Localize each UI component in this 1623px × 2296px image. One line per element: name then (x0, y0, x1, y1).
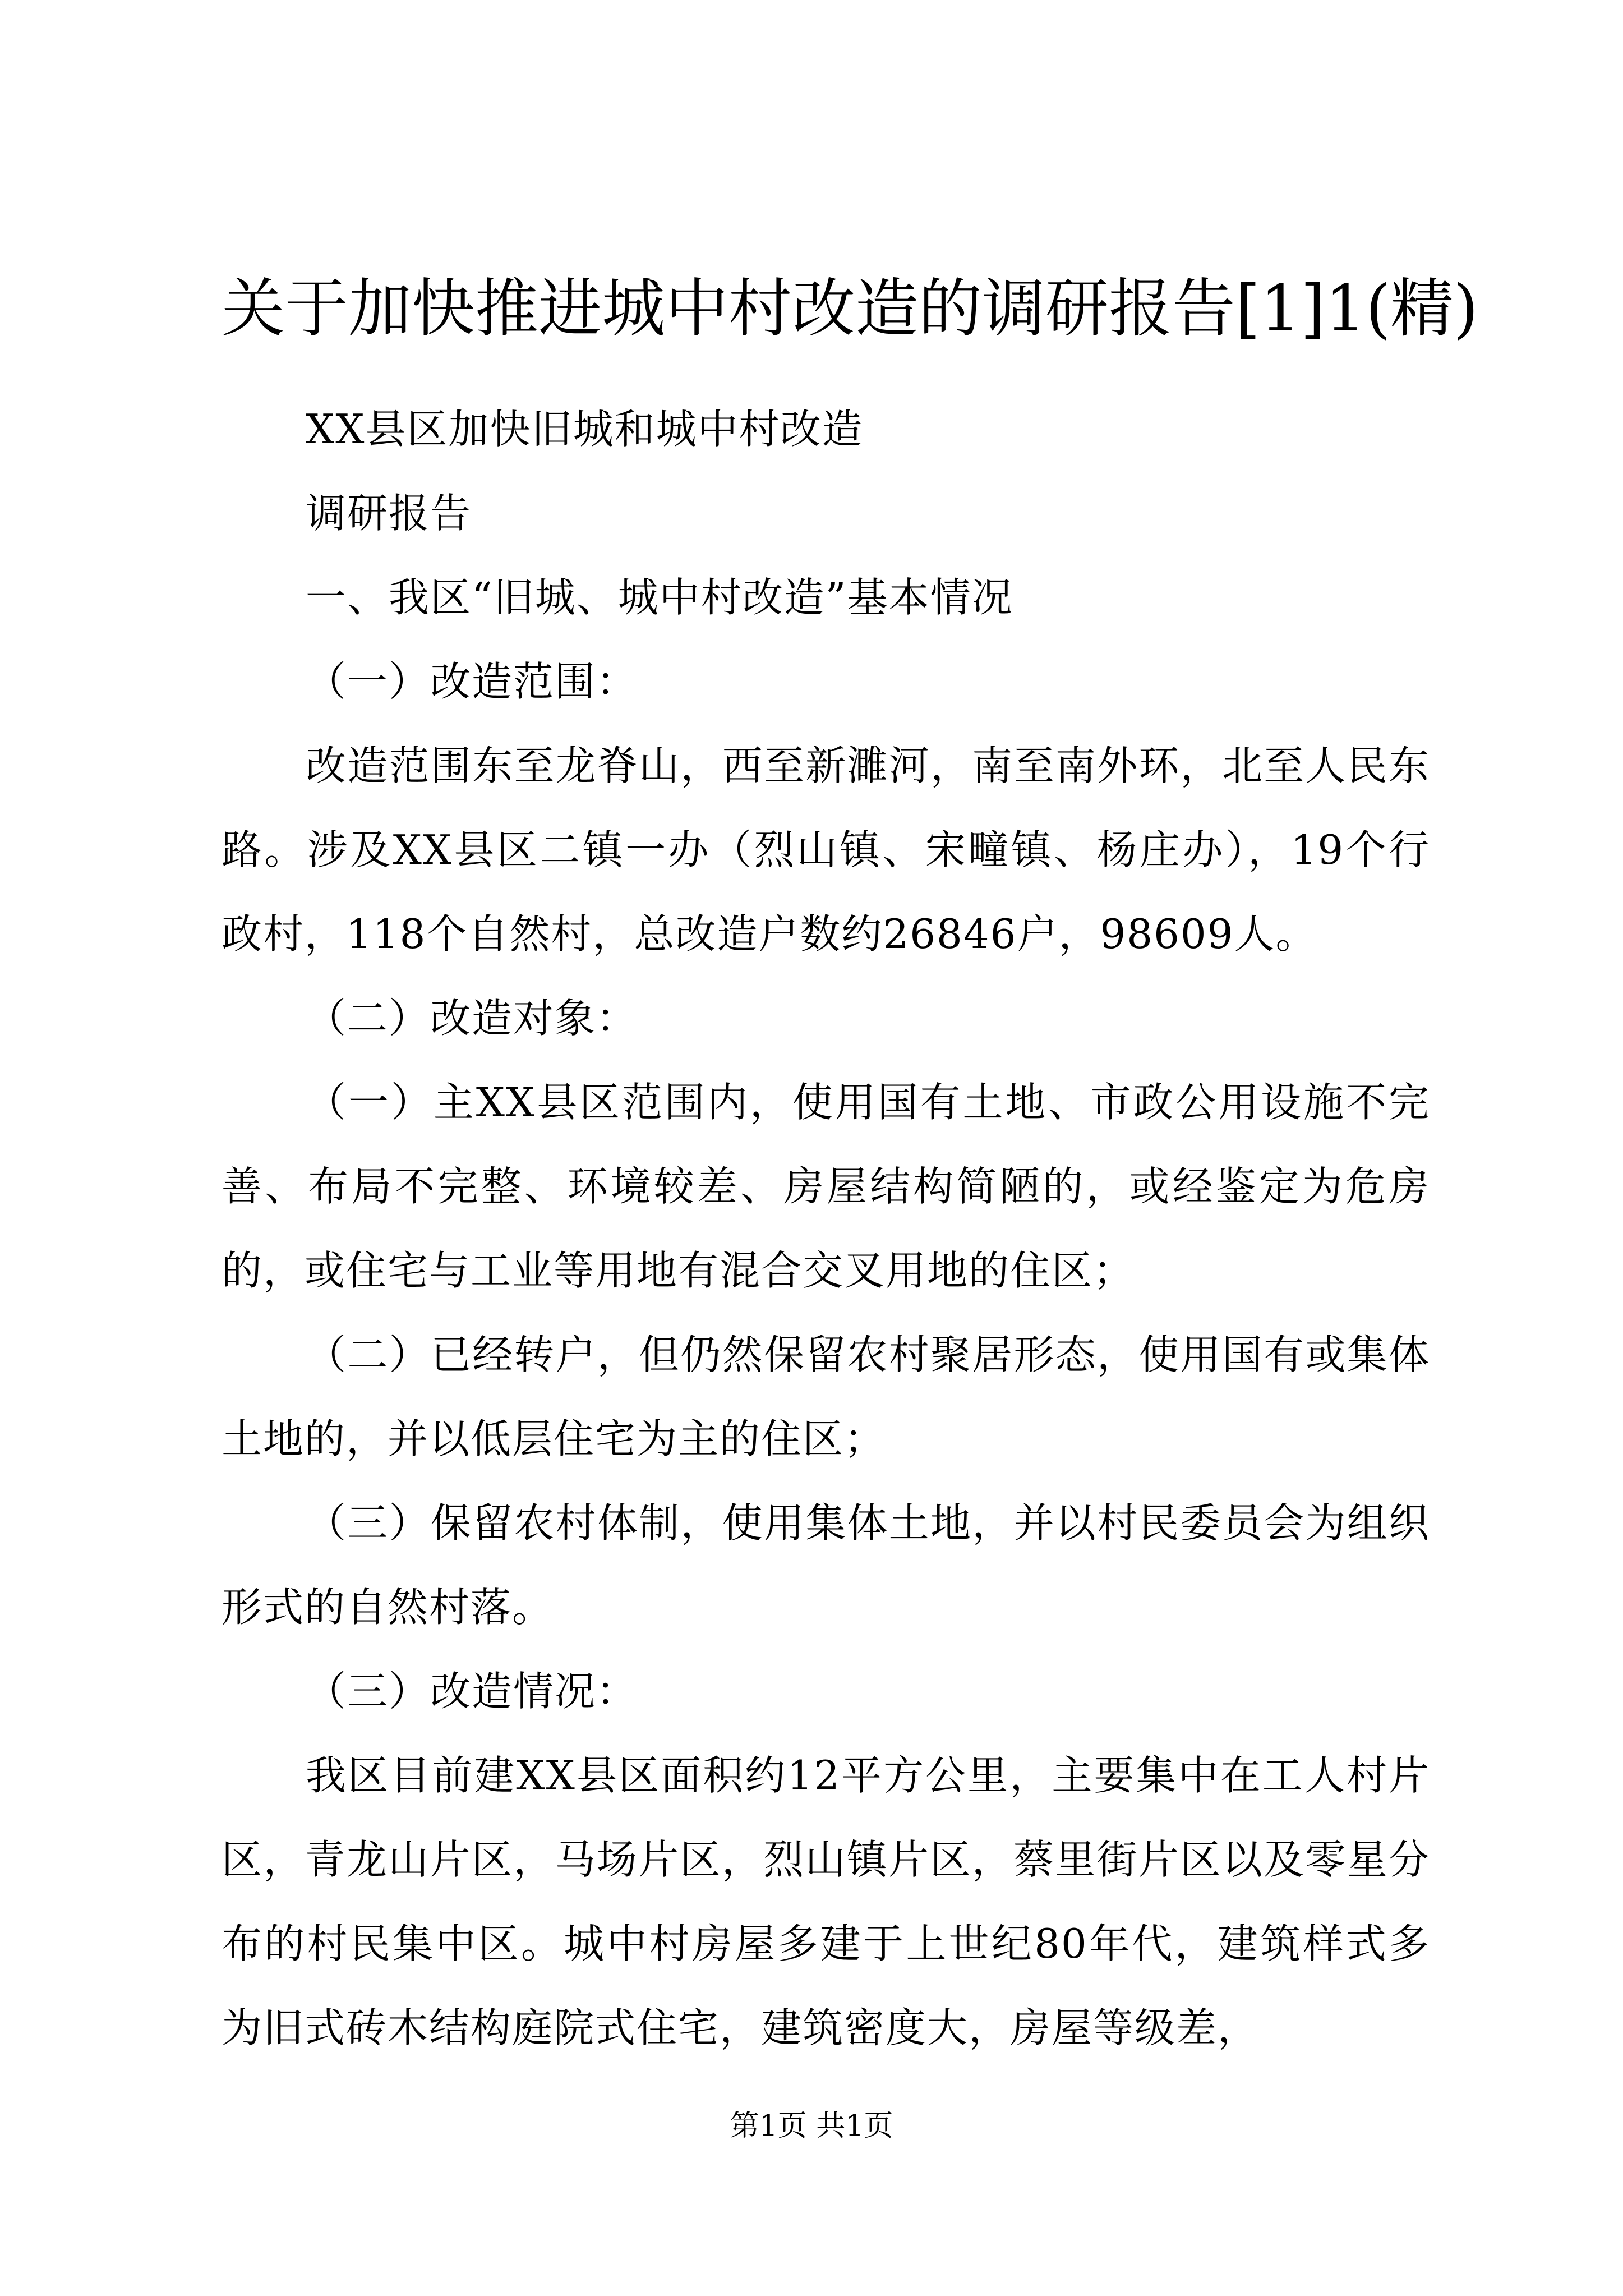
section-heading-1: 一、我区“旧城、城中村改造”基本情况 (306, 574, 1013, 621)
document-body (222, 387, 1430, 2070)
document-title: 关于加快推进城中村改造的调研报告[1]1(精) (222, 272, 1479, 346)
subsection-heading-status: （三）改造情况： (306, 1668, 638, 1715)
paragraph-scope: 改造范围东至龙脊山，西至新濉河，南至南外环，北至人民东路。涉及XX县区二镇一办（烈山镇、宋疃镇、杨庄办），19个行政村，118个自然村，总改造户数约26846户，98609人。 (222, 742, 1430, 958)
subsection-heading-scope: （一）改造范围： (306, 658, 638, 705)
page-footer: 第1页 共1页 (730, 2109, 893, 2143)
paragraph-target-1: （一）主XX县区范围内，使用国有土地、市政公用设施不完善、布局不完整、环境较差、房屋结构简陋的，或经鉴定为危房的，或住宅与工业等用地有混合交叉用地的住区； (222, 1079, 1430, 1294)
paragraph-subtitle-1: XX县区加快旧城和城中村改造 (306, 406, 864, 453)
paragraph-status: 我区目前建XX县区面积约12平方公里，主要集中在工人村片区，青龙山片区，马场片区，烈山镇片区，蔡里街片区以及零星分布的村民集中区。城中村房屋多建于上世纪80年代，建筑样式多为旧式砖木结构庭院式住宅，建筑密度大，房屋等级差， (222, 1752, 1430, 2051)
subsection-heading-targets: （二）改造对象： (306, 995, 638, 1042)
paragraph-target-3: （三）保留农村体制，使用集体土地，并以村民委员会为组织形式的自然村落。 (222, 1499, 1430, 1631)
paragraph-target-2: （二）已经转户，但仍然保留农村聚居形态，使用国有或集体土地的，并以低层住宅为主的住区； (222, 1331, 1430, 1462)
paragraph-subtitle-2: 调研报告 (306, 490, 472, 537)
